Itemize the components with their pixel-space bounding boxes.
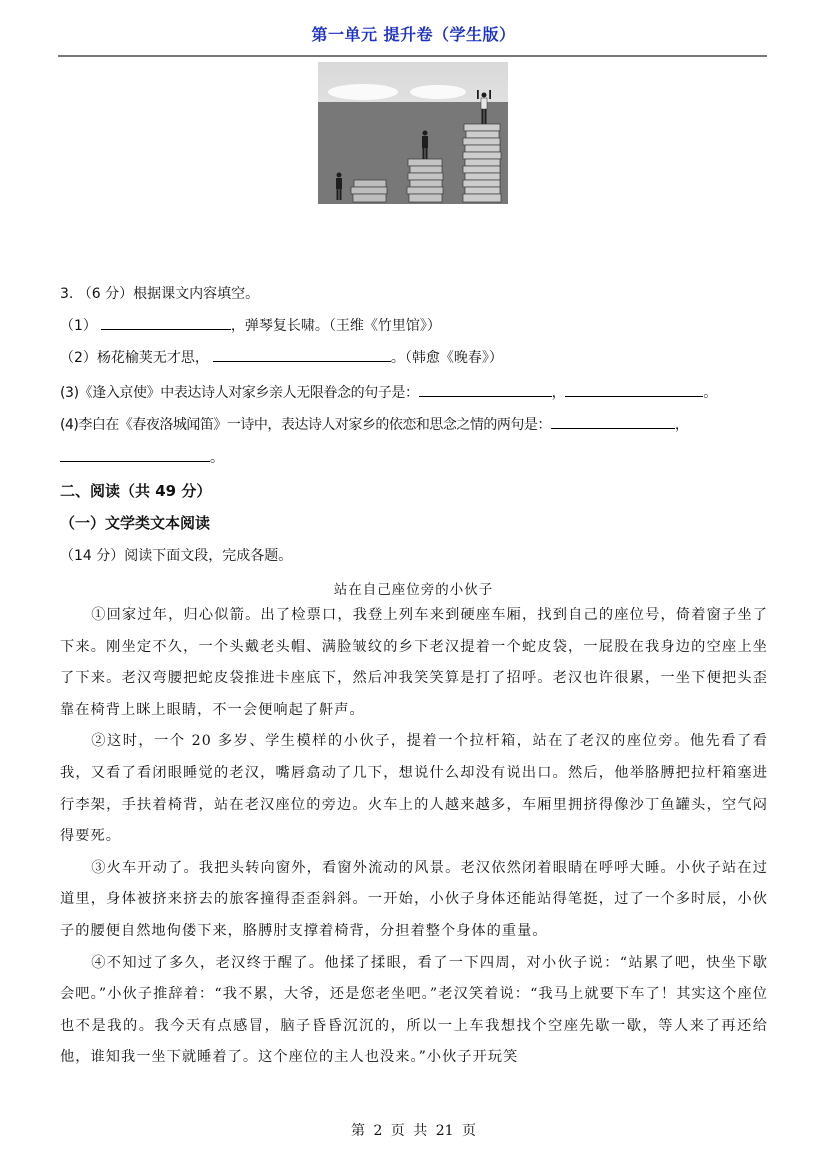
answer-blank[interactable]	[419, 382, 552, 397]
header-divider	[58, 55, 767, 57]
question-3-item-4-continued	[60, 447, 780, 468]
answer-blank[interactable]	[101, 315, 231, 330]
cloud	[410, 85, 466, 99]
passage-title: 站在自己座位旁的小伙子	[333, 582, 494, 598]
subsection-title: （一）文学类文本阅读	[60, 514, 211, 532]
item-separator: ，	[674, 417, 689, 433]
question-3-item-4	[60, 414, 780, 435]
books-staircase-photo	[318, 62, 508, 204]
item-separator: ，	[551, 385, 566, 401]
item-text: ，弹琴复长啸。（王维《竹里馆》）	[230, 318, 441, 334]
page-number: 第 2 页 共 21 页	[351, 1123, 476, 1139]
item-prefix: （1）	[60, 318, 97, 334]
passage-paragraph: ③火车开动了。我把头转向窗外，看窗外流动的风景。老汉依然闭着眼睛在呼呼大睡。小伙子站在过道里，身体被挤来挤去的旅客撞得歪歪斜斜。一开始，小伙子身体还能站得笔挺，过了一个多时辰，小伙子的腰便自然地佝偻下来，胳膊肘支撑着椅背，分担着整个身体的重量。	[60, 859, 768, 939]
question-3-item-2	[60, 347, 780, 368]
section-title: 二、阅读（共 49 分）	[60, 482, 212, 500]
item-prefix: （2）杨花榆荚无才思，	[60, 350, 209, 366]
item-prefix: (4)李白在《春夜洛城闻笛》一诗中，表达诗人对家乡的依恋和思念之情的两句是：	[60, 417, 551, 433]
item-text: 。（韩愈《晚春》）	[390, 350, 503, 366]
question-3-item-1	[60, 315, 780, 336]
cloud	[328, 84, 398, 100]
item-text: 。	[703, 385, 717, 401]
book-stack-medium	[407, 159, 443, 202]
reading-instruction: （14 分）阅读下面文段，完成各题。	[60, 548, 293, 564]
passage-paragraph: ②这时，一个 20 多岁、学生模样的小伙子，提着一个拉杆箱，站在了老汉的座位旁。他先看了看我，又看了看闭眼睡觉的老汉，嘴唇翕动了几下，想说什么却没有说出口。然后，他举胳膊把拉杆箱塞进行李架，手扶着椅背，站在老汉座位的旁边。火车上的人越来越多，车厢里拥挤得像沙丁鱼罐头，空气闷得要死。	[60, 733, 768, 845]
passage-paragraph: ①回家过年，归心似箭。出了检票口，我登上列车来到硬座车厢，找到自己的座位号，倚着窗子坐了下来。刚坐定不久，一个头戴老头帽、满脸皱纹的乡下老汉提着一个蛇皮袋，一屁股在我身边的空座上坐了下来。老汉弯腰把蛇皮袋推进卡座底下，然后冲我笑笑算是打了招呼。老汉也许很累，一坐下便把头歪靠在椅背上眯上眼睛，不一会便响起了鼾声。	[60, 607, 768, 718]
answer-blank[interactable]	[565, 382, 703, 397]
page-header-title: 第一单元 提升卷（学生版）	[311, 25, 516, 44]
answer-blank[interactable]	[60, 447, 210, 462]
item-prefix: (3)《逢入京使》中表达诗人对家乡亲人无限眷念的句子是：	[60, 385, 419, 401]
answer-blank[interactable]	[551, 414, 675, 429]
book-stack-small	[351, 180, 387, 202]
answer-blank[interactable]	[213, 347, 391, 362]
book-stack-tall	[463, 124, 501, 202]
passage-body	[60, 600, 768, 1074]
question-3-item-3	[60, 382, 780, 403]
item-text: 。	[210, 450, 224, 466]
passage-paragraph: ④不知过了多久，老汉终于醒了。他揉了揉眼，看了一下四周，对小伙子说：“站累了吧，快坐下歇会吧。”小伙子推辞着：“我不累，大爷，还是您老坐吧。”老汉笑着说：“我马上就要下车了！其实这个座位也不是我的。我今天有点感冒，脑子昏昏沉沉的，所以一上车我想找个空座先歇一歇，等人来了再还给他，谁知我一坐下就睡着了。这个座位的主人也没来。”小伙子开玩笑	[60, 954, 768, 1066]
question-3-stem: 3. （6 分）根据课文内容填空。	[60, 286, 260, 302]
